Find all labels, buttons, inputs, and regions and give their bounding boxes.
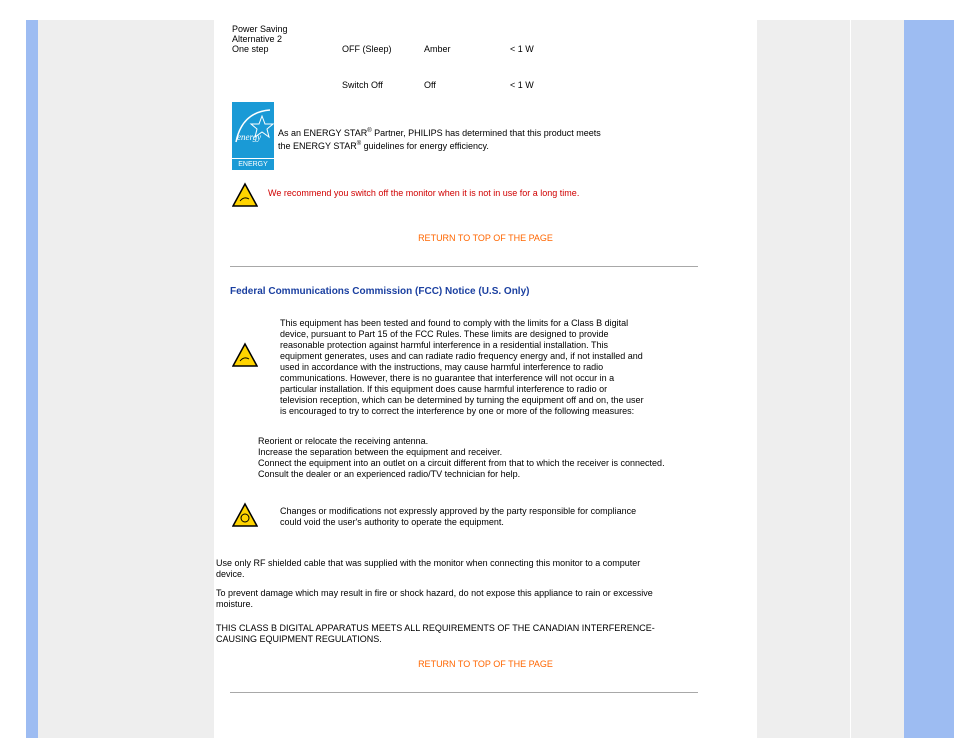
list-item: Consult the dealer or an experienced radio/TV technician for help. [258,469,521,479]
sleep-power: < 1 W [510,44,534,54]
power-mode-line: Alternative 2 [232,34,283,44]
power-mode-line: Power Saving [232,24,288,34]
rf-cable-note: Use only RF shielded cable that was supplied with the monitor when connecting this monitor to a computer device. [216,558,641,579]
return-to-top-link[interactable]: RETURN TO TOP OF THE PAGE [418,659,553,669]
energy-star-statement: As an ENERGY STAR® Partner, PHILIPS has determined that this product meets the ENERGY STAR® guidelines for energy efficiency. [278,128,601,151]
sleep-state: OFF (Sleep) [342,44,392,54]
off-state: Switch Off [342,80,383,90]
document-content [214,0,757,738]
right-gray-panel-2 [851,20,904,738]
fire-hazard-note: To prevent damage which may result in fire or shock hazard, do not expose this appliance to rain or excessive moisture. [216,588,653,609]
energy-star-logo-text: ENERGY STAR [238,161,268,180]
fcc-heading: Federal Communications Commission (FCC) Notice (U.S. Only) [230,286,530,297]
right-gray-panel [757,20,850,738]
section-divider [230,692,698,693]
left-gray-panel [38,20,214,738]
power-mode-line: One step [232,44,269,54]
section-divider [230,266,698,267]
warning-hand-icon [232,342,258,368]
list-item: Connect the equipment into an outlet on a circuit different from that to which the receiver is connected. [258,458,665,468]
power-mode-label [232,24,312,54]
fcc-changes-note: Changes or modifications not expressly approved by the party responsible for compliance could void the user's authority to operate the equipment. [280,506,637,527]
sleep-led: Amber [424,44,451,54]
return-to-top-link[interactable]: RETURN TO TOP OF THE PAGE [418,233,553,243]
fcc-paragraph: This equipment has been tested and found to comply with the limits for a Class B digital device, pursuant to Part 15 of the FCC Rules. These limits are designed to provide reasonable protection against harmful interference in a residential installation. This equipment generates, uses and can radiate radio frequency energy and, if not installed and used in accordance with the instructions, may cause harmful interference to radio communications. However, there is no guarantee that interference will not occur in a particular installation. If this equipment does cause harmful interference to radio or television reception, which can be determined by turning the equipment off and on, the user is encouraged to try to correct the interference by one or more of the following measures: [280,318,644,416]
canadian-compliance-note: THIS CLASS B DIGITAL APPARATUS MEETS ALL REQUIREMENTS OF THE CANADIAN INTERFERENCE- CAUSING EQUIPMENT REGULATIONS. [216,623,655,644]
right-blue-strip [904,20,954,738]
list-item: Reorient or relocate the receiving antenna. [258,436,429,446]
energy-star-icon [232,102,274,156]
off-power: < 1 W [510,80,534,90]
warning-hand-icon [232,502,258,528]
svg-text:energy: energy [237,132,262,142]
energy-star-logo [232,102,274,180]
warning-hand-icon [232,182,258,208]
fcc-measures-list [258,436,753,480]
off-led: Off [424,80,436,90]
recommend-note: We recommend you switch off the monitor when it is not in use for a long time. [268,188,580,198]
list-item: Increase the separation between the equipment and receiver. [258,447,503,457]
left-blue-strip [26,20,38,738]
